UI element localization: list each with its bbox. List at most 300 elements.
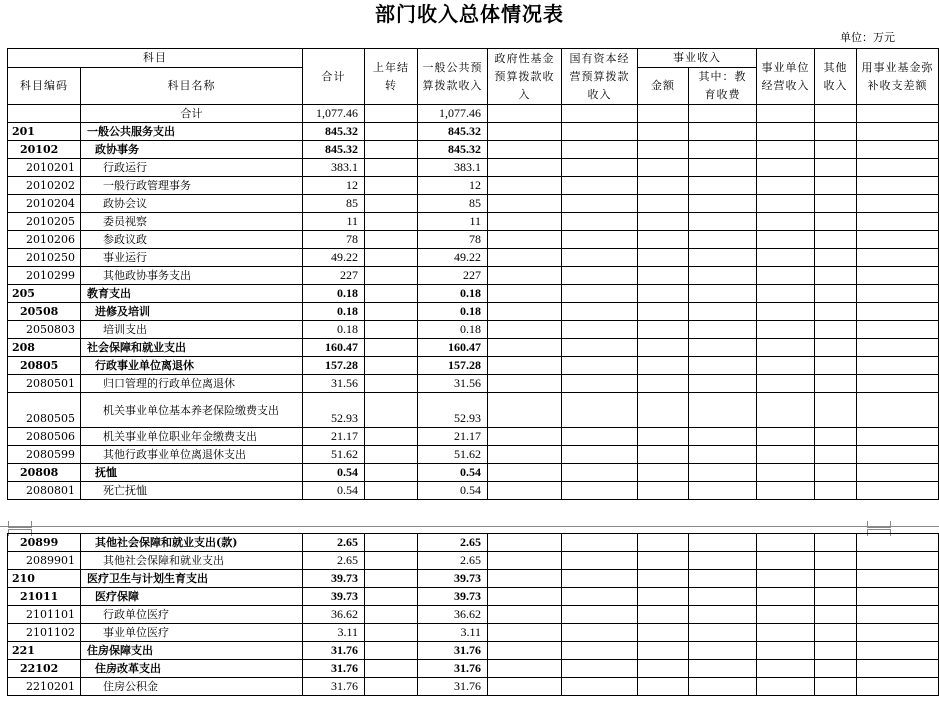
empty-cell xyxy=(488,375,562,393)
empty-cell xyxy=(638,177,689,195)
subject-code: 2010205 xyxy=(8,213,81,231)
empty-cell xyxy=(689,213,757,231)
table-row xyxy=(8,375,939,393)
table-row xyxy=(8,570,939,588)
empty-cell xyxy=(815,642,857,660)
subject-code: 20805 xyxy=(8,357,81,375)
total-value: 31.56 xyxy=(303,375,365,393)
empty-cell xyxy=(638,446,689,464)
subject-code: 2010204 xyxy=(8,195,81,213)
subject-name: 一般行政管理事务 xyxy=(81,177,303,195)
empty-cell xyxy=(857,678,939,696)
subject-code xyxy=(8,105,81,123)
general-budget-value: 52.93 xyxy=(418,393,488,428)
subject-code: 2080505 xyxy=(8,393,81,428)
empty-cell xyxy=(689,534,757,552)
total-value: 0.18 xyxy=(303,321,365,339)
general-budget-value: 11 xyxy=(418,213,488,231)
subject-name: 其他社会保障和就业支出 xyxy=(81,552,303,570)
empty-cell xyxy=(562,141,638,159)
table-row xyxy=(8,159,939,177)
empty-cell xyxy=(488,624,562,642)
subject-name: 住房改革支出 xyxy=(81,660,303,678)
total-value: 383.1 xyxy=(303,159,365,177)
table-row xyxy=(8,482,939,500)
table-row xyxy=(8,357,939,375)
subject-name: 行政事业单位离退休 xyxy=(81,357,303,375)
empty-cell xyxy=(638,141,689,159)
total-value: 2.65 xyxy=(303,552,365,570)
empty-cell xyxy=(562,123,638,141)
empty-cell xyxy=(857,552,939,570)
empty-cell xyxy=(857,624,939,642)
empty-cell xyxy=(815,321,857,339)
empty-cell xyxy=(638,375,689,393)
empty-cell xyxy=(562,231,638,249)
empty-cell xyxy=(689,249,757,267)
header-gov-fund: 政府性基金预算拨款收入 xyxy=(488,49,562,105)
prev-carryover-value xyxy=(365,249,418,267)
empty-cell xyxy=(757,570,815,588)
empty-cell xyxy=(562,159,638,177)
empty-cell xyxy=(488,285,562,303)
empty-cell xyxy=(638,249,689,267)
subject-name: 其他行政事业单位离退休支出 xyxy=(81,446,303,464)
subject-code: 22102 xyxy=(8,660,81,678)
empty-cell xyxy=(757,464,815,482)
subject-name: 医疗保障 xyxy=(81,588,303,606)
empty-cell xyxy=(488,141,562,159)
total-value: 0.54 xyxy=(303,464,365,482)
total-value: 157.28 xyxy=(303,357,365,375)
subject-name: 政协会议 xyxy=(81,195,303,213)
general-budget-value: 845.32 xyxy=(418,123,488,141)
empty-cell xyxy=(757,606,815,624)
header-fund-use: 用事业基金弥补收支差额 xyxy=(857,49,939,105)
general-budget-value: 85 xyxy=(418,195,488,213)
empty-cell xyxy=(757,642,815,660)
empty-cell xyxy=(689,267,757,285)
header-amount: 金额 xyxy=(638,68,689,105)
total-value: 845.32 xyxy=(303,123,365,141)
empty-cell xyxy=(488,678,562,696)
prev-carryover-value xyxy=(365,464,418,482)
empty-cell xyxy=(689,159,757,177)
total-value: 12 xyxy=(303,177,365,195)
page-break xyxy=(0,521,939,533)
subject-name: 进修及培训 xyxy=(81,303,303,321)
empty-cell xyxy=(638,303,689,321)
empty-cell xyxy=(815,534,857,552)
header-total: 合计 xyxy=(303,49,365,105)
prev-carryover-value xyxy=(365,428,418,446)
empty-cell xyxy=(562,321,638,339)
subject-name: 教育支出 xyxy=(81,285,303,303)
prev-carryover-value xyxy=(365,678,418,696)
subject-name: 抚恤 xyxy=(81,464,303,482)
empty-cell xyxy=(857,393,939,428)
prev-carryover-value xyxy=(365,570,418,588)
empty-cell xyxy=(757,195,815,213)
table-row xyxy=(8,606,939,624)
empty-cell xyxy=(689,285,757,303)
subject-code: 2010206 xyxy=(8,231,81,249)
empty-cell xyxy=(815,357,857,375)
empty-cell xyxy=(638,231,689,249)
empty-cell xyxy=(815,660,857,678)
empty-cell xyxy=(689,570,757,588)
table-row xyxy=(8,660,939,678)
empty-cell xyxy=(815,482,857,500)
empty-cell xyxy=(857,588,939,606)
total-value: 78 xyxy=(303,231,365,249)
empty-cell xyxy=(857,570,939,588)
table-row xyxy=(8,446,939,464)
empty-cell xyxy=(638,357,689,375)
unit-label: 单位：万元 xyxy=(840,31,895,44)
general-budget-value: 0.18 xyxy=(418,285,488,303)
empty-cell xyxy=(562,588,638,606)
empty-cell xyxy=(562,534,638,552)
prev-carryover-value xyxy=(365,588,418,606)
empty-cell xyxy=(562,267,638,285)
general-budget-value: 0.54 xyxy=(418,464,488,482)
empty-cell xyxy=(757,678,815,696)
empty-cell xyxy=(815,105,857,123)
empty-cell xyxy=(638,285,689,303)
table-row xyxy=(8,678,939,696)
subject-name: 行政运行 xyxy=(81,159,303,177)
prev-carryover-value xyxy=(365,357,418,375)
empty-cell xyxy=(757,534,815,552)
subject-name: 住房公积金 xyxy=(81,678,303,696)
subject-code: 20508 xyxy=(8,303,81,321)
empty-cell xyxy=(689,393,757,428)
empty-cell xyxy=(488,570,562,588)
empty-cell xyxy=(689,588,757,606)
prev-carryover-value xyxy=(365,482,418,500)
empty-cell xyxy=(689,141,757,159)
empty-cell xyxy=(689,177,757,195)
empty-cell xyxy=(857,482,939,500)
empty-cell xyxy=(488,123,562,141)
subject-code: 2080801 xyxy=(8,482,81,500)
empty-cell xyxy=(857,339,939,357)
total-value: 31.76 xyxy=(303,678,365,696)
empty-cell xyxy=(757,141,815,159)
general-budget-value: 31.56 xyxy=(418,375,488,393)
table-row xyxy=(8,624,939,642)
subject-code: 2050803 xyxy=(8,321,81,339)
empty-cell xyxy=(488,393,562,428)
empty-cell xyxy=(689,375,757,393)
subject-code: 2210201 xyxy=(8,678,81,696)
empty-cell xyxy=(488,267,562,285)
subject-code: 2080506 xyxy=(8,428,81,446)
total-value: 11 xyxy=(303,213,365,231)
subject-name: 社会保障和就业支出 xyxy=(81,339,303,357)
empty-cell xyxy=(638,552,689,570)
empty-cell xyxy=(638,482,689,500)
empty-cell xyxy=(562,249,638,267)
empty-cell xyxy=(689,195,757,213)
subject-code: 2010202 xyxy=(8,177,81,195)
general-budget-value: 3.11 xyxy=(418,624,488,642)
empty-cell xyxy=(857,660,939,678)
empty-cell xyxy=(689,446,757,464)
empty-cell xyxy=(638,105,689,123)
general-budget-value: 2.65 xyxy=(418,552,488,570)
header-name: 科目名称 xyxy=(81,68,303,105)
empty-cell xyxy=(815,428,857,446)
table-row xyxy=(8,321,939,339)
subject-name: 医疗卫生与计划生育支出 xyxy=(81,570,303,588)
empty-cell xyxy=(857,606,939,624)
subject-code: 2010201 xyxy=(8,159,81,177)
header-prev-carryover: 上年结转 xyxy=(365,49,418,105)
empty-cell xyxy=(689,231,757,249)
empty-cell xyxy=(815,159,857,177)
empty-cell xyxy=(757,231,815,249)
empty-cell xyxy=(689,482,757,500)
empty-cell xyxy=(857,428,939,446)
empty-cell xyxy=(857,321,939,339)
table-row xyxy=(8,428,939,446)
empty-cell xyxy=(815,464,857,482)
empty-cell xyxy=(757,660,815,678)
empty-cell xyxy=(488,660,562,678)
empty-cell xyxy=(815,285,857,303)
empty-cell xyxy=(638,678,689,696)
empty-cell xyxy=(638,213,689,231)
empty-cell xyxy=(757,285,815,303)
empty-cell xyxy=(815,375,857,393)
report-title: 部门收入总体情况表 xyxy=(375,2,564,26)
subject-code: 221 xyxy=(8,642,81,660)
general-budget-value: 31.76 xyxy=(418,660,488,678)
empty-cell xyxy=(488,303,562,321)
empty-cell xyxy=(689,660,757,678)
empty-cell xyxy=(757,588,815,606)
empty-cell xyxy=(689,428,757,446)
empty-cell xyxy=(857,464,939,482)
empty-cell xyxy=(815,231,857,249)
empty-cell xyxy=(689,123,757,141)
general-budget-value: 51.62 xyxy=(418,446,488,464)
income-table xyxy=(7,48,939,500)
subject-code: 208 xyxy=(8,339,81,357)
subject-code: 201 xyxy=(8,123,81,141)
empty-cell xyxy=(638,534,689,552)
prev-carryover-value xyxy=(365,606,418,624)
empty-cell xyxy=(488,357,562,375)
empty-cell xyxy=(815,588,857,606)
total-value: 31.76 xyxy=(303,660,365,678)
empty-cell xyxy=(562,285,638,303)
prev-carryover-value xyxy=(365,177,418,195)
general-budget-value: 12 xyxy=(418,177,488,195)
empty-cell xyxy=(638,159,689,177)
subject-code: 2010299 xyxy=(8,267,81,285)
empty-cell xyxy=(562,570,638,588)
prev-carryover-value xyxy=(365,642,418,660)
prev-carryover-value xyxy=(365,446,418,464)
empty-cell xyxy=(815,624,857,642)
general-budget-value: 31.76 xyxy=(418,678,488,696)
empty-cell xyxy=(562,195,638,213)
empty-cell xyxy=(638,624,689,642)
empty-cell xyxy=(562,339,638,357)
empty-cell xyxy=(562,393,638,428)
subject-code: 2010250 xyxy=(8,249,81,267)
general-budget-value: 2.65 xyxy=(418,534,488,552)
prev-carryover-value xyxy=(365,624,418,642)
empty-cell xyxy=(689,357,757,375)
empty-cell xyxy=(638,588,689,606)
table-row xyxy=(8,642,939,660)
table-row xyxy=(8,339,939,357)
empty-cell xyxy=(689,678,757,696)
table-row xyxy=(8,195,939,213)
empty-cell xyxy=(689,642,757,660)
empty-cell xyxy=(638,321,689,339)
empty-cell xyxy=(857,159,939,177)
empty-cell xyxy=(857,195,939,213)
empty-cell xyxy=(638,267,689,285)
total-value: 845.32 xyxy=(303,141,365,159)
subject-name: 死亡抚恤 xyxy=(81,482,303,500)
empty-cell xyxy=(638,339,689,357)
empty-cell xyxy=(757,357,815,375)
income-table-continued xyxy=(7,533,939,696)
prev-carryover-value xyxy=(365,267,418,285)
empty-cell xyxy=(488,534,562,552)
empty-cell xyxy=(488,213,562,231)
empty-cell xyxy=(689,339,757,357)
empty-cell xyxy=(815,570,857,588)
empty-cell xyxy=(689,624,757,642)
total-value: 39.73 xyxy=(303,570,365,588)
subject-code: 2101102 xyxy=(8,624,81,642)
empty-cell xyxy=(757,303,815,321)
total-value: 85 xyxy=(303,195,365,213)
prev-carryover-value xyxy=(365,285,418,303)
empty-cell xyxy=(857,642,939,660)
subject-name: 其他社会保障和就业支出(款) xyxy=(81,534,303,552)
table-row xyxy=(8,123,939,141)
empty-cell xyxy=(488,105,562,123)
subject-code: 210 xyxy=(8,570,81,588)
total-value: 0.18 xyxy=(303,285,365,303)
total-value: 21.17 xyxy=(303,428,365,446)
empty-cell xyxy=(815,552,857,570)
table-row xyxy=(8,267,939,285)
prev-carryover-value xyxy=(365,339,418,357)
empty-cell xyxy=(488,552,562,570)
general-budget-value: 845.32 xyxy=(418,141,488,159)
header-code: 科目编码 xyxy=(8,68,81,105)
subject-name: 合计 xyxy=(81,105,303,123)
general-budget-value: 21.17 xyxy=(418,428,488,446)
prev-carryover-value xyxy=(365,303,418,321)
header-institution-operation: 事业单位经营收入 xyxy=(757,49,815,105)
table-row xyxy=(8,303,939,321)
header-state-capital: 国有资本经营预算拨款收入 xyxy=(562,49,638,105)
empty-cell xyxy=(689,303,757,321)
empty-cell xyxy=(757,446,815,464)
corner-mark xyxy=(867,521,891,528)
total-value: 0.18 xyxy=(303,303,365,321)
table-row xyxy=(8,285,939,303)
header-institution-income: 事业收入 xyxy=(638,49,757,68)
total-value: 51.62 xyxy=(303,446,365,464)
table-row xyxy=(8,231,939,249)
empty-cell xyxy=(757,339,815,357)
empty-cell xyxy=(757,177,815,195)
empty-cell xyxy=(815,339,857,357)
empty-cell xyxy=(757,105,815,123)
empty-cell xyxy=(757,159,815,177)
empty-cell xyxy=(757,267,815,285)
empty-cell xyxy=(488,177,562,195)
total-value: 0.54 xyxy=(303,482,365,500)
empty-cell xyxy=(815,678,857,696)
empty-cell xyxy=(857,213,939,231)
general-budget-value: 31.76 xyxy=(418,642,488,660)
subject-name: 事业运行 xyxy=(81,249,303,267)
subject-name: 委员视察 xyxy=(81,213,303,231)
empty-cell xyxy=(562,105,638,123)
empty-cell xyxy=(757,321,815,339)
empty-cell xyxy=(638,606,689,624)
subject-name: 参政议政 xyxy=(81,231,303,249)
total-value: 31.76 xyxy=(303,642,365,660)
empty-cell xyxy=(757,393,815,428)
empty-cell xyxy=(815,249,857,267)
header-other-income: 其他收入 xyxy=(815,49,857,105)
empty-cell xyxy=(562,642,638,660)
empty-cell xyxy=(638,642,689,660)
empty-cell xyxy=(757,428,815,446)
total-value: 49.22 xyxy=(303,249,365,267)
header-general-budget: 一般公共预算拨款收入 xyxy=(418,49,488,105)
empty-cell xyxy=(562,606,638,624)
general-budget-value: 49.22 xyxy=(418,249,488,267)
subject-name: 归口管理的行政单位离退休 xyxy=(81,375,303,393)
empty-cell xyxy=(488,159,562,177)
total-value: 2.65 xyxy=(303,534,365,552)
empty-cell xyxy=(562,375,638,393)
empty-cell xyxy=(562,303,638,321)
empty-cell xyxy=(857,177,939,195)
empty-cell xyxy=(488,249,562,267)
empty-cell xyxy=(757,552,815,570)
empty-cell xyxy=(815,123,857,141)
empty-cell xyxy=(488,321,562,339)
empty-cell xyxy=(638,393,689,428)
empty-cell xyxy=(757,123,815,141)
subject-code: 205 xyxy=(8,285,81,303)
empty-cell xyxy=(689,552,757,570)
empty-cell xyxy=(757,375,815,393)
page-break-line xyxy=(0,526,939,527)
empty-cell xyxy=(857,249,939,267)
prev-carryover-value xyxy=(365,141,418,159)
general-budget-value: 78 xyxy=(418,231,488,249)
total-value: 1,077.46 xyxy=(303,105,365,123)
subject-code: 2101101 xyxy=(8,606,81,624)
subject-code: 20899 xyxy=(8,534,81,552)
